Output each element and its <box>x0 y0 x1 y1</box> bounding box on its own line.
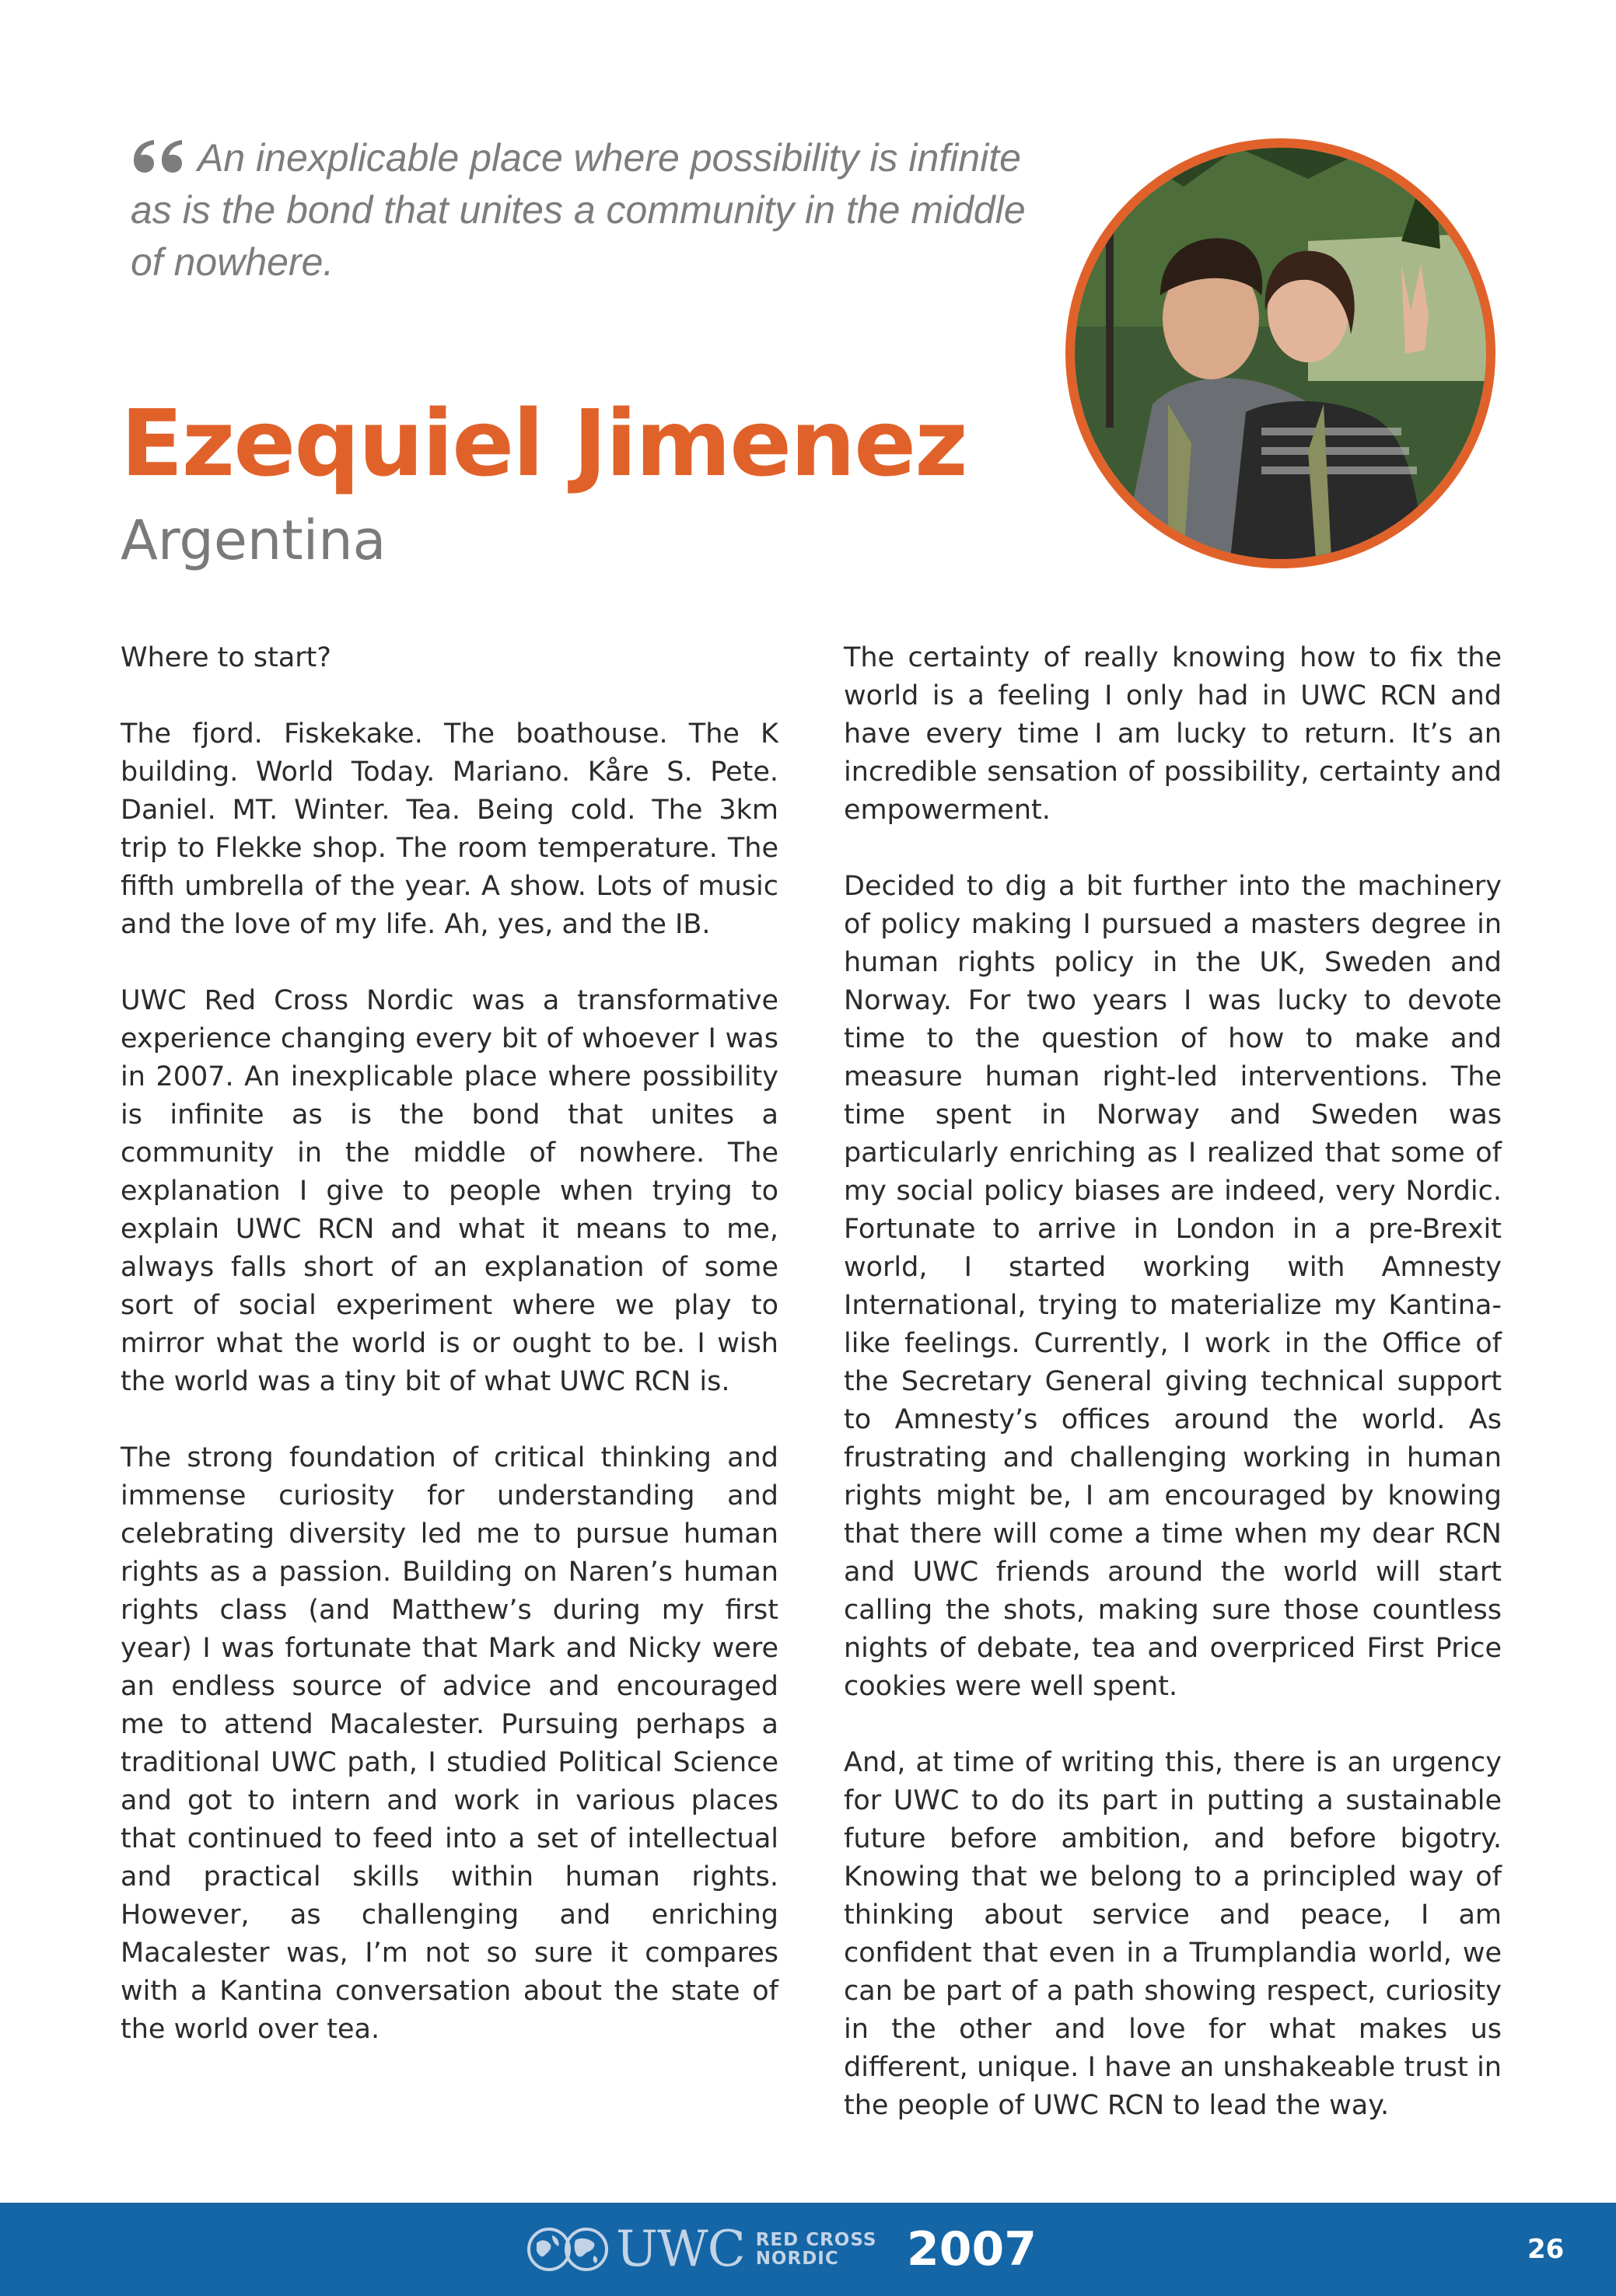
body-column-right <box>844 639 1502 2125</box>
footer-year: 2007 <box>907 2222 1037 2277</box>
logo-line-1: RED CROSS <box>755 2230 877 2250</box>
pull-quote <box>131 132 1048 288</box>
globe-icon <box>526 2224 610 2274</box>
logo-line-2: NORDIC <box>755 2249 839 2269</box>
paragraph: And, at time of writing this, there is an urgency for UWC to do its part in putting a sustainable future before ambition, and before bigotry. Knowing that we belong to a principled way of thinking about service and peace, I am confident that even in a Trumplandia world, we can be part of a path showing respect, curiosity in the other and love for what makes us different, unique. I have an unshakeable trust in the people of UWC RCN to lead the way. <box>844 1747 1502 2121</box>
uwc-logo <box>526 2221 876 2277</box>
paragraph: Where to start? <box>121 642 331 673</box>
paragraph: The fjord. Fiskekake. The boathouse. The K building. World Today. Mariano. Kåre S. Pete. Daniel. MT. Winter. Tea. Being cold. The 3km trip to Flekke shop. The room temperature. The fifth umbrella of the year. A show. Lots of music and the love of my life. Ah, yes, and the IB. <box>121 718 778 940</box>
logo-uwc-text: UWC <box>616 2221 745 2278</box>
profile-country: Argentina <box>121 508 387 572</box>
page-number: 26 <box>1527 2234 1565 2265</box>
profile-photo <box>1065 138 1495 568</box>
paragraph: Decided to dig a bit further into the machinery of policy making I pursued a masters degree in human rights policy in the UK, Sweden and Norway. For two years I was lucky to devote time to the question of how to make and measure human right-led interventions. The time spent in Norway and Sweden was particularly enriching as I realized that some of my social policy biases are indeed, very Nordic. Fortunate to arrive in London in a pre-Brexit world, I started working with Amnesty International, trying to materialize my Kantina-like feelings. Currently, I work in the Office of the Secretary General giving technical support to Amnesty’s offices around the world. As frustrating and challenging working in human rights might be, I am encouraged by knowing that there will come a time when my dear RCN and UWC friends around the world will start calling the shots, making sure those countless nights of debate, tea and overpriced First Price cookies were well spent. <box>844 871 1502 1702</box>
logo-rcn-text <box>756 2231 877 2268</box>
paragraph: UWC Red Cross Nordic was a transformative experience changing every bit of whoever I was in 2007. An inexplicable place where possibility is infinite as is the bond that unites a community in the middle of nowhere. The explanation I give to people when trying to explain UWC RCN and what it means to me, always falls short of an explanation of some sort of social experiment where we play to mirror what the world is or ought to be. I wish the world was a tiny bit of what UWC RCN is. <box>121 985 778 1397</box>
paragraph: The strong foundation of critical thinking and immense curiosity for understanding and celebrating diversity led me to pursue human rights as a passion. Building on Naren’s human rights class (and Matthew’s during my first year) I was fortunate that Mark and Nicky were an endless source of advice and encouraged me to attend Macalester. Pursuing perhaps a traditional UWC path, I studied Political Science and got to intern and work in various places that continued to feed into a set of intellectual and practical skills within human rights. However, as challenging and enriching Macalester was, I’m not so sure it compares with a Kantina conversation about the state of the world over tea. <box>121 1442 778 2045</box>
paragraph: The certainty of really knowing how to fix the world is a feeling I only had in UWC RCN and have every time I am lucky to return. It’s an incredible sensation of possibility, certainty and empowerment. <box>844 642 1502 826</box>
quote-icon <box>131 137 185 174</box>
footer-bar <box>0 2203 1616 2296</box>
photo-illustration <box>1075 148 1486 559</box>
body-column-left <box>121 639 778 2049</box>
quote-text: An inexplicable place where possibility is infinite as is the bond that unites a community in the middle of nowhere. <box>131 136 1026 284</box>
profile-name: Ezequiel Jimenez <box>121 390 967 497</box>
